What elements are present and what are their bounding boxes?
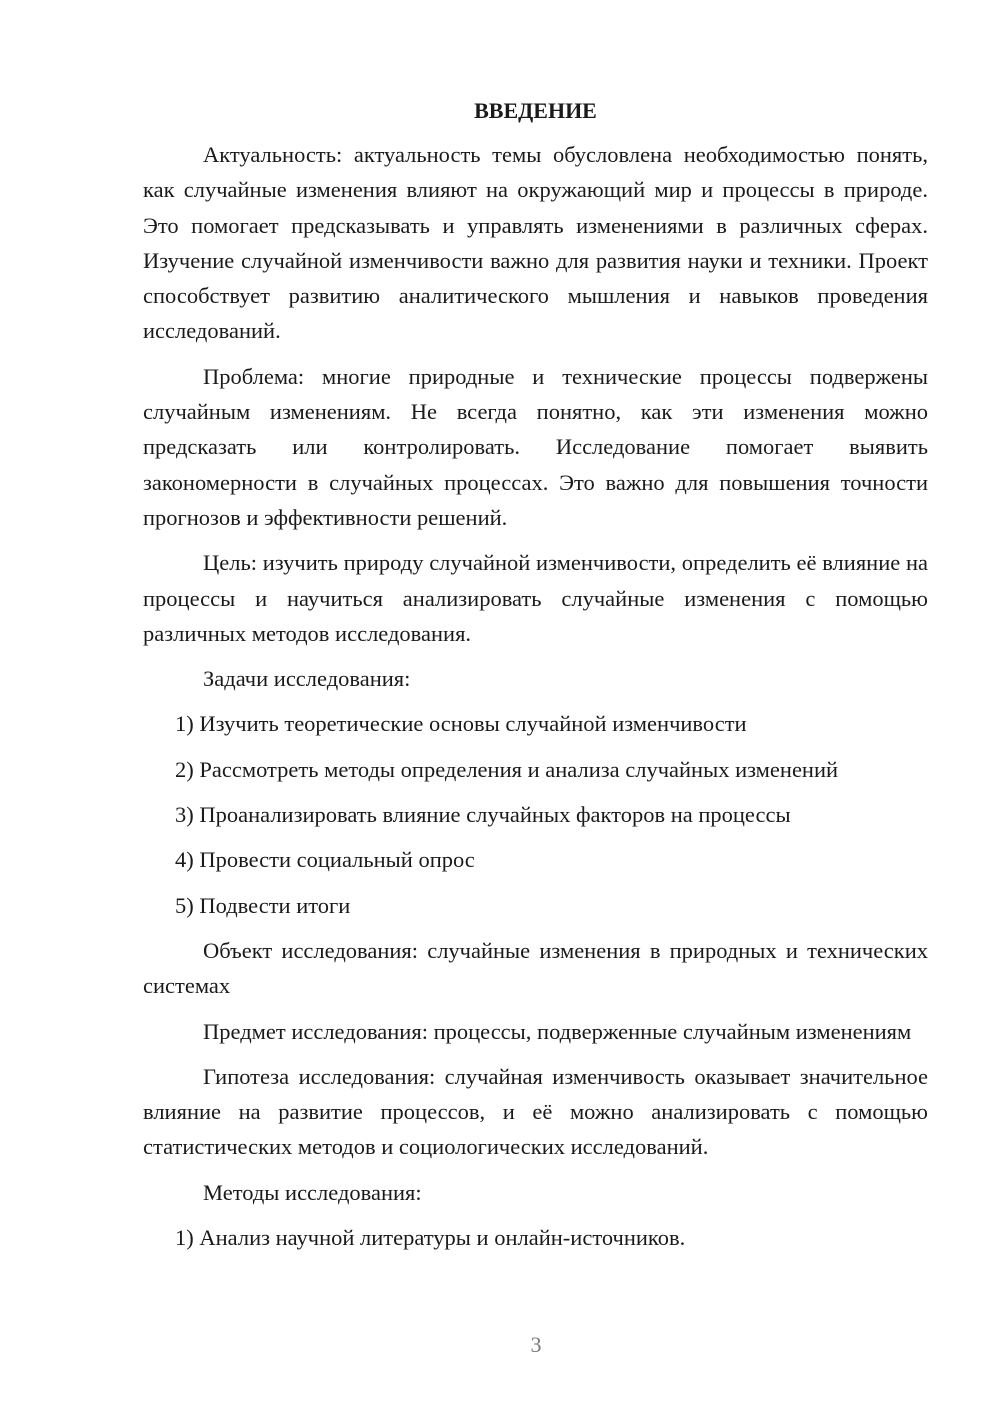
paragraph-hypothesis: Гипотеза исследования: случайная изменчивость оказывает значительное влияние на развитие процессов, и её можно анализировать с помощью статистических методов и социологических исследований.	[143, 1063, 928, 1160]
list-item: 3) Проанализировать влияние случайных факторов на процессы	[175, 802, 791, 828]
list-item: 2) Рассмотреть методы определения и анализа случайных изменений	[175, 756, 839, 782]
methods-list	[143, 1220, 928, 1255]
document-body	[143, 93, 928, 1265]
methods-heading: Методы исследования:	[203, 1179, 422, 1205]
tasks-heading: Задачи исследования:	[203, 666, 411, 692]
list-item: 5) Подвести итоги	[175, 892, 351, 918]
paragraph-subject: Предмет исследования: процессы, подверженные случайным изменениям	[203, 1018, 912, 1044]
paragraph-relevance: Актуальность: актуальность темы обусловлена необходимостью понять, как случайные изменения влияют на окружающий мир и процессы в природе. Это помогает предсказывать и управлять изменениями в различных сферах. Изучение случайной изменчивости важно для развития науки и техники. Проект способствует развитию аналитического мышления и навыков проведения исследований.	[143, 142, 928, 344]
document-title: ВВЕДЕНИЕ	[474, 98, 597, 123]
list-item: 1) Анализ научной литературы и онлайн-источников.	[175, 1225, 686, 1251]
list-item: 4) Провести социальный опрос	[175, 847, 475, 873]
tasks-list	[143, 706, 928, 922]
list-item: 1) Изучить теоретические основы случайной изменчивости	[175, 711, 747, 737]
paragraph-problem: Проблема: многие природные и технические процессы подвержены случайным изменениям. Не всегда понятно, как эти изменения можно предсказать или контролировать. Исследование помогает выявить закономерности в случайных процессах. Это важно для повышения точности прогнозов и эффективности решений.	[143, 363, 928, 530]
paragraph-goal: Цель: изучить природу случайной изменчивости, определить её влияние на процессы и научиться анализировать случайные изменения с помощью различных методов исследования.	[143, 550, 928, 646]
page-number: 3	[530, 1332, 542, 1357]
paragraph-object: Объект исследования: случайные изменения в природных и технических системах	[143, 937, 928, 999]
